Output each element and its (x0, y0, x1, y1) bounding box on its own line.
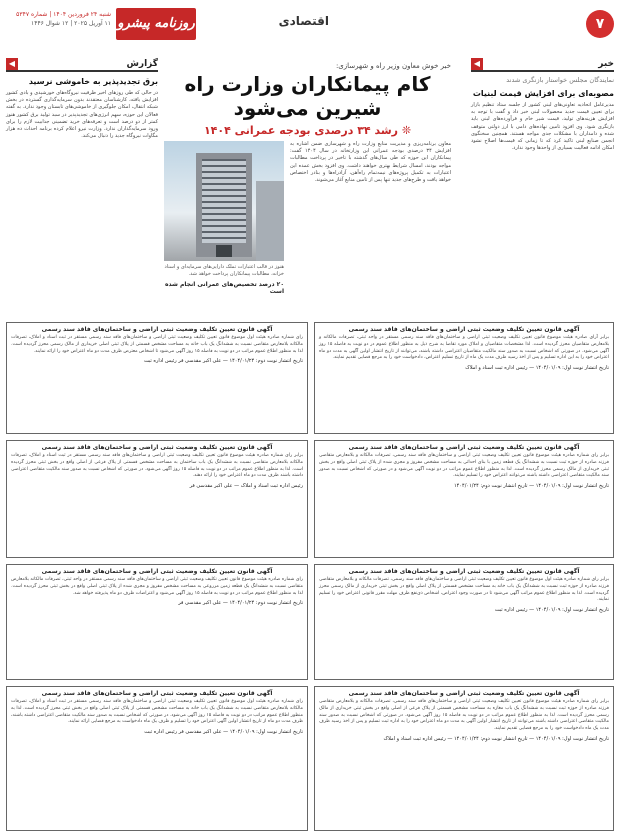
notice-signature: تاریخ انتشار نوبت دوم: ۱۴۰۴/۰۱/۲۴ — علی اکبر مقدسی فر رئیس اداره ثبت (144, 358, 303, 365)
arrow-icon: ◀ (471, 58, 483, 70)
section-title: اقتصادی (278, 14, 329, 28)
legal-notice (314, 564, 614, 680)
building-photo (164, 141, 284, 261)
article-highlight: ۲۰ درصد تخصیص‌های عمرانی انجام شده است (164, 281, 284, 295)
legal-notices (6, 322, 614, 831)
notice-title: آگهی قانون تعیین تکلیف وضعیت ثبتی اراضی و ساختمان‌های فاقد سند رسمی (348, 326, 580, 333)
notice-body: برابر رای شماره صادره هیئت موضوع قانون تعیین تکلیف وضعیت ثبتی اراضی و ساختمان‌های فاقد سند رسمی، تصرفات مالکانه و بلامعارض متقاضی فرزند صادره از حوزه ثبت نسبت به ششدانگ یک باب مغازه به مساحت مشخص قسمتی از پلاک فرعی از اصلی واقع در بخش ثبتی خریداری از مالک رسمی محرز گردیده است. لذا به منظور اطلاع عموم مراتب در دو نوبت به فاصله ۱۵ روز آگهی می‌شود. در صورتی که اشخاص نسبت به صدور سند مالکیت متقاضی اعتراضی داشته باشند می‌توانند از تاریخ انتشار اولین آگهی به مدت دو ماه اعتراض خود را به اداره ثبت تسلیم و پس از اخذ رسید ظرف مدت یک ماه دادخواست خود را به مرجع قضایی تقدیم نمایند. (319, 699, 609, 732)
arrow-icon: ◀ (6, 58, 18, 70)
photo-caption: هنوز در قالب اعتبارات تملک دارایی‌های سرمایه‌ای و اسناد خزانه، مطالبات پیمانکاران پرداخت خواهد شد. (164, 264, 284, 277)
column-tag-label: گزارش (126, 59, 158, 69)
notice-body: برابر رای شماره صادره هیئت موضوع قانون تعیین تکلیف وضعیت ثبتی اراضی و ساختمان‌های فاقد سند رسمی مستقر در ثبت اسناد و املاک، تصرفات مالکانه بلامعارض متقاضی نسبت به ششدانگ یک باب ساختمان به مساحت مشخص قسمتی از پلاک فرعی از اصلی واقع در بخش ثبتی محرز گردیده است. لذا به منظور اطلاع عموم مراتب در دو نوبت به فاصله ۱۵ روز آگهی می‌شود. در صورتی که اشخاص نسبت به صدور سند مالکیت متقاضی اعتراضی داشته باشند ظرف مدت دو ماه اعتراض خود را ارائه دهند. (11, 453, 303, 479)
notice-body: رای شماره صادره هیئت اول موضوع قانون تعیین تکلیف وضعیت ثبتی اراضی و ساختمان‌های فاقد سند رسمی مستقر در ثبت اسناد و املاک، تصرفات مالکانه بلامعارض متقاضی نسبت به ششدانگ یک باب خانه به مساحت مشخص قسمتی از پلاک ثبتی اصلی خریداری از مالک رسمی محرز گردیده است. لذا به منظور اطلاع عموم مراتب در دو نوبت به فاصله ۱۵ روز آگهی می‌شود تا اشخاص معترض ظرف مدت دو ماه اعتراض خود را ارائه نمایند. (11, 335, 303, 354)
notice-signature: تاریخ انتشار نوبت اول: ۱۴۰۴/۰۱/۰۹ — رئیس اداره ثبت اسناد و املاک (465, 365, 609, 372)
notice-title: آگهی قانون تعیین تکلیف وضعیت ثبتی اراضی و ساختمان‌های فاقد سند رسمی (348, 444, 580, 451)
notice-body: رای شماره صادره هیئت موضوع قانون تعیین تکلیف وضعیت ثبتی اراضی و ساختمان‌های فاقد سند رسمی مستقر در واحد ثبتی، تصرفات مالکانه بلامعارض متقاضی نسبت به ششدانگ یک قطعه زمین مزروعی به مساحت مشخص مفروز و مجزی شده از پلاک ثبتی اصلی واقع در بخش ثبتی محرز گردیده است. لذا به منظور اطلاع عموم مراتب در دو نوبت به فاصله ۱۵ روز آگهی می‌شود و اعتراضات ظرف دو ماه پذیرفته خواهد شد. (11, 577, 303, 596)
notice-title: آگهی قانون تعیین تکلیف وضعیت ثبتی اراضی و ساختمان‌های فاقد سند رسمی (348, 690, 580, 697)
article-body: معاون برنامه‌ریزی و مدیریت منابع وزارت راه و شهرسازی ضمن اشاره به افزایش ۳۴ درصدی بودجه عمرانی این وزارتخانه در سال ۱۴۰۴ گفت: پیمانکاران این حوزه که طی سال‌های گذشته با تاخیر در پرداخت مطالبات مواجه بودند، امسال شرایط بهتری خواهند داشت. وی افزود بخش عمده این اعتبارات به تکمیل پروژه‌های نیمه‌تمام راه‌آهن، آزادراه‌ها و بنادر اختصاص خواهد یافت و طرح‌های جدید تنها پس از تامین منابع آغاز می‌شوند. (290, 141, 451, 184)
notice-body: برابر رای شماره صادره هیئت اول موضوع قانون تعیین تکلیف وضعیت ثبتی اراضی و ساختمان‌های فاقد سند رسمی، تصرفات مالکانه و بلامعارض متقاضی فرزند صادره از حوزه ثبت نسبت به ششدانگ یک باب خانه به مساحت مشخص قسمتی از پلاک اصلی واقع در بخش ثبتی خریداری از مالک رسمی محرز گردیده است. لذا به منظور اطلاع عموم مراتب آگهی می‌شود تا در صورت وجود اعتراض، اشخاص ذی‌نفع ظرف مهلت مقرر قانونی اعتراض خود را تسلیم نمایند. (319, 577, 609, 603)
news-body: مدیرعامل اتحادیه تعاونی‌های لبنی کشور از جلسه ستاد تنظیم بازار برای تعیین قیمت جدید محصولات لبنی خبر داد و گفت با توجه به افزایش هزینه‌های تولید، قیمت شیر خام و فرآورده‌های لبنی باید بازنگری شود. وی افزود تامین نهاده‌های دامی با ارز دولتی متوقف شده و دامداران با مشکلات جدی مواجه هستند. همچنین سخنگوی انجمن صنایع لبنی تاکید کرد که تا زمانی که قیمت‌ها اصلاح نشود امکان ادامه فعالیت بسیاری از واحدها وجود ندارد. (471, 102, 614, 152)
notice-signature: تاریخ انتشار نوبت اول: ۱۴۰۴/۰۱/۰۹ — رئیس اداره ثبت (494, 607, 609, 614)
article-text-column (290, 141, 451, 295)
legal-notice (314, 686, 614, 831)
report-column (6, 58, 158, 318)
notice-title: آگهی قانون تعیین تکلیف وضعیت ثبتی اراضی و ساختمان‌های فاقد سند رسمی (41, 444, 273, 451)
report-title: برق تجدیدپذیر به خاموشی نرسید (28, 77, 158, 86)
report-body: در حالی که طی روزهای اخیر ظرفیت نیروگاه‌های خورشیدی و بادی کشور افزایش یافته، کارشناسان معتقدند بدون سرمایه‌گذاری گسترده در بخش شبکه انتقال، امکان جلوگیری از خاموشی‌های تابستان وجود ندارد. به گفته فعالان این حوزه، سهم انرژی‌های تجدیدپذیر در سبد تولید برق کشور هنوز کمتر از دو درصد است و تعرفه‌های خرید تضمینی جذابیت لازم را برای ورود سرمایه‌گذاران ندارد. وزارت نیرو اعلام کرده برنامه احداث ده هزار مگاوات نیروگاه جدید را دنبال می‌کند. (6, 90, 158, 140)
notice-signature: تاریخ انتشار نوبت اول: ۱۴۰۴/۰۱/۰۹ — تاریخ انتشار نوبت دوم: ۱۴۰۴/۰۱/۲۴ (454, 483, 609, 490)
column-tag-label: خبر (598, 59, 614, 69)
page-header (6, 6, 614, 46)
article-headline: کام پیمانکاران وزارت راه شیرین می‌شود (184, 72, 431, 120)
news-subtitle: نمایندگان مجلس خواستار بازنگری شدند (506, 76, 614, 84)
legal-notice (6, 686, 308, 831)
notice-title: آگهی قانون تعیین تکلیف وضعیت ثبتی اراضی و ساختمان‌های فاقد سند رسمی (348, 568, 580, 575)
legal-notice (314, 322, 614, 434)
notice-body: رای شماره صادره هیئت اول موضوع قانون تعیین تکلیف وضعیت ثبتی اراضی و ساختمان‌های فاقد سند رسمی مستقر در ثبت اسناد و املاک، تصرفات مالکانه بلامعارض متقاضی نسبت به ششدانگ یک باب خانه به مساحت مشخص قسمتی از پلاک ثبتی اصلی واقع در بخش ثبتی محرز گردیده است. لذا به منظور اطلاع عموم مراتب در دو نوبت به فاصله ۱۵ روز آگهی می‌شود. در صورتی که اشخاص نسبت به صدور سند مالکیت متقاضی اعتراضی داشته باشند، ظرف مدت دو ماه از تاریخ انتشار اولین آگهی اعتراض خود را تسلیم و ظرف یک ماه دادخواست به مرجع قضایی ارائه نمایند. (11, 699, 303, 725)
article-body-layout (164, 141, 451, 295)
article-kicker: خبر خوش معاون وزیر راه و شهرسازی: (335, 62, 451, 70)
article-subhead: ❊ رشد ۳۴ درصدی بودجه عمرانی ۱۴۰۴ (203, 124, 412, 137)
column-tag (6, 58, 158, 72)
notice-signature: تاریخ انتشار نوبت دوم: ۱۴۰۴/۰۱/۲۴ — علی اکبر مقدسی فر (178, 600, 303, 607)
notice-body: برابر آرای صادره هیئت موضوع قانون تعیین تکلیف وضعیت ثبتی اراضی و ساختمان‌های فاقد سند رسمی مستقر در واحد ثبتی، تصرفات مالکانه و بلامعارض متقاضیان محرز گردیده است. لذا مشخصات متقاضیان و املاک مورد تقاضا به شرح ذیل به منظور اطلاع عموم در دو نوبت به فاصله ۱۵ روز آگهی می‌شود. در صورتی که اشخاص نسبت به صدور سند مالکیت متقاضیان اعتراضی داشته باشند، می‌توانند از تاریخ انتشار اولین آگهی به مدت دو ماه اعتراض خود را به این اداره تسلیم و پس از اخذ رسید ظرف مدت یک ماه از تاریخ تسلیم اعتراض، دادخواست خود را به مرجع قضایی تقدیم نمایند. (319, 335, 609, 361)
news-title: مصوبه‌ای برای افزایش قیمت لبنیات (472, 89, 614, 98)
legal-notice (6, 440, 308, 558)
article-photo-column (164, 141, 284, 295)
issue-date-line-2: ۱۱ آوریل ۲۰۲۵ | ۱۲ شوال ۱۴۴۶ (31, 20, 111, 27)
legal-notice (314, 440, 614, 558)
masthead (6, 8, 196, 42)
notice-signature: تاریخ انتشار نوبت اول: ۱۴۰۴/۰۱/۰۹ — تاریخ انتشار نوبت دوم: ۱۴۰۴/۰۱/۲۴ — رئیس اداره ثبت اسناد و املاک (383, 735, 609, 742)
legal-notice (6, 322, 308, 434)
notice-title: آگهی قانون تعیین تکلیف وضعیت ثبتی اراضی و ساختمان‌های فاقد سند رسمی (41, 326, 273, 333)
issue-info (6, 10, 111, 28)
column-tag (471, 58, 614, 72)
main-article (164, 56, 451, 316)
notice-title: آگهی قانون تعیین تکلیف وضعیت ثبتی اراضی و ساختمان‌های فاقد سند رسمی (41, 690, 273, 697)
legal-notice (6, 564, 308, 680)
news-column (471, 58, 614, 318)
notice-body: برابر رای شماره صادره هیئت موضوع قانون تعیین تکلیف وضعیت ثبتی اراضی و ساختمان‌های فاقد سند رسمی، تصرفات مالکانه و بلامعارض متقاضی فرزند صادره از حوزه ثبت نسبت به ششدانگ یک قطعه زمین با بنای احداثی به مساحت مشخص مفروز و مجزی شده از پلاک ثبتی اصلی واقع در بخش ثبتی خریداری از مالک رسمی محرز گردیده است. لذا به منظور اطلاع عموم مراتب در دو نوبت آگهی می‌شود و در صورتی که اشخاص نسبت به صدور سند مالکیت متقاضی اعتراضی داشته باشند می‌توانند اعتراض خود را تسلیم نمایند. (319, 453, 609, 479)
page-number-badge: ۷ (586, 10, 614, 38)
notice-title: آگهی قانون تعیین تکلیف وضعیت ثبتی اراضی و ساختمان‌های فاقد سند رسمی (41, 568, 273, 575)
newspaper-logo: روزنامه پیشرو (116, 8, 196, 40)
notice-signature: تاریخ انتشار نوبت اول: ۱۴۰۴/۰۱/۰۹ — علی اکبر مقدسی فر رئیس اداره ثبت (144, 729, 303, 736)
issue-date-line: شنبه ۲۴ فروردین ۱۴۰۴ | شماره ۵۳۴۷ (16, 11, 111, 18)
notice-signature: رئیس اداره ثبت اسناد و املاک — علی اکبر مقدسی فر (189, 483, 303, 490)
